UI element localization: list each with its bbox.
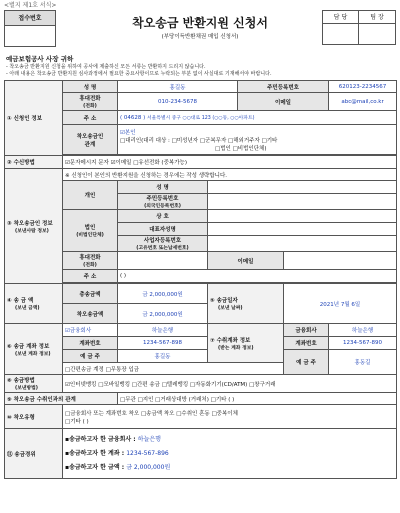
total-amount[interactable]: 금 2,000,000원 — [118, 284, 208, 304]
applicant-email-label: 이메일 — [238, 93, 329, 111]
sending-bank-check[interactable]: ☑금융회사 — [63, 324, 118, 337]
section-sender-sub: (보낸사람 정보) — [15, 228, 49, 234]
sending-acct-label: 계좌번호 — [63, 337, 118, 350]
mistake-amount[interactable]: 금 2,000,000원 — [118, 304, 208, 324]
applicant-rel-options[interactable] — [118, 125, 397, 155]
sender-corp-cell — [63, 210, 118, 252]
process-bank[interactable]: 하늘은행 — [137, 435, 161, 443]
sender-phone-label-cell — [63, 252, 118, 270]
applicant-phone-sub: (전화) — [83, 104, 97, 109]
process-line-amount — [65, 461, 394, 475]
section-method-cell — [5, 375, 63, 393]
sending-bank[interactable]: 하늘은행 — [118, 324, 208, 337]
applicant-phone-label-cell — [63, 93, 118, 111]
applicant-addr-cell[interactable] — [118, 111, 397, 125]
receive-options[interactable]: ☑문자메시지 문자 ☑이메일 □유선전화 (중복가능) — [63, 156, 397, 169]
relation-options[interactable]: □무관 □지인 □거래상대방 (거래처) □기타 ( ) — [118, 393, 397, 405]
applicant-zip: ( 04628 ) — [120, 115, 146, 121]
sender-ceo-label: 대표자성명 — [118, 223, 208, 236]
notice-line-1: - 착오송금 반환지원 신청을 위하여 공사에 제출하신 모든 서류는 반환하지 드리지 않습니다. — [6, 64, 206, 70]
send-date[interactable]: 2021년 7월 6일 — [284, 284, 397, 324]
applicant-rel-label-cell — [63, 125, 118, 155]
section-date: ⑤ 송금일자 — [210, 298, 238, 304]
form-subtitle: (부당이득반환채권 매입 신청서) — [161, 34, 239, 40]
sender-ceo-field[interactable] — [208, 223, 397, 236]
section-applicant: ① 신청인 정보 — [5, 81, 63, 156]
notice-line-2: - 아래 내용은 착오송금 반환지원 심사과정에서 필요한 중요사항이므로 누락되는 부분 없이 사실대로 기재해서야 바랍니다. — [6, 71, 272, 77]
section-sending: ⑥ 송금 계좌 정보 — [7, 343, 50, 350]
process-acct-label: ▪송금하고자 한 계좌 : — [65, 449, 127, 457]
sender-biz-field[interactable] — [208, 236, 397, 252]
section-process: ⑪ 송금경위 — [5, 429, 63, 479]
process-amount[interactable]: 금 2,000,000원 — [126, 463, 171, 471]
sender-personal: 개인 — [63, 181, 118, 210]
application-form-table — [4, 80, 397, 479]
section-amount: ④ 송 금 액 — [7, 298, 34, 304]
sending-acct[interactable]: 1234-567-898 — [118, 337, 208, 350]
applicant-rel-label2: 관계 — [84, 141, 96, 148]
sending-holder-label: 예 금 주 — [63, 350, 118, 363]
approval-staff-label: 담 당 — [323, 11, 359, 24]
applicant-rrn-label: 주민등록번호 — [238, 81, 329, 93]
sending-holder[interactable]: 홍길동 — [118, 350, 208, 363]
applicant-phone[interactable]: 010-234-5678 — [118, 93, 238, 111]
addressee: 예금보험공사 사장 귀하 — [6, 55, 74, 63]
rel-option-corp[interactable]: □법인 □비법인단체) — [215, 145, 267, 152]
receiving-bank-label: 금융회사 — [284, 324, 329, 337]
section-relation: ⑨ 착오송금 수취인과의 관계 — [5, 393, 118, 405]
rel-option-agent[interactable]: □대리인(대리 대상 : □미성년자 □군복무자 □해외거주자 □기타 — [120, 137, 278, 144]
sender-name-field[interactable] — [208, 181, 397, 194]
sender-email-field[interactable] — [284, 252, 397, 270]
section-receiving-cell — [208, 324, 284, 363]
process-content[interactable] — [63, 429, 397, 479]
sender-phone-field[interactable] — [118, 252, 208, 270]
section-type: ⑩ 착오유형 — [5, 405, 63, 429]
type-options-line2[interactable]: □기타 ( ) — [65, 418, 89, 425]
section-date-sub: (보낸 날짜) — [218, 306, 243, 311]
sender-corp-sub: (비법인단체) — [76, 233, 104, 238]
section-sending-sub: (보낸 계좌 정보) — [15, 351, 51, 357]
receiving-holder[interactable]: 홍동길 — [329, 350, 397, 375]
section-receive: ② 수신방법 — [5, 156, 63, 169]
sender-email-label: 이메일 — [208, 252, 284, 270]
section-sender-cell — [5, 169, 63, 284]
section-method: ⑧ 송금방법 — [7, 378, 35, 384]
total-amount-label: 총송금액 — [63, 284, 118, 304]
form-title: 착오송금 반환지원 신청서 — [132, 16, 268, 30]
section-date-cell — [208, 284, 284, 324]
sender-biz-sub: (고유번호 또는납세번호) — [136, 246, 189, 251]
section-amount-cell — [5, 284, 63, 324]
process-line-acct — [65, 447, 394, 461]
section-amount-sub: (보낸 금액) — [15, 306, 40, 311]
process-line-bank — [65, 433, 394, 447]
method-options[interactable]: ☑인터넷뱅킹 □모바일뱅킹 □간편 송금 □텔레뱅킹 □자동화기기(CD/ATM) □창구거래 — [63, 375, 397, 393]
mistake-amount-label: 착오송금액 — [63, 304, 118, 324]
sender-trade-label: 상 호 — [118, 210, 208, 223]
sending-extra-options[interactable]: □간편송금 계정 □무통장 입금 — [63, 363, 284, 375]
approval-staff-sign[interactable] — [323, 24, 359, 44]
sender-notice: ※ 신청인이 본인의 반환지원을 신청하는 경우에는 작성 생략합니다. — [63, 169, 397, 181]
sender-biz-label: 사업자등록번호 — [143, 238, 182, 244]
sender-name-label: 성 명 — [118, 181, 208, 194]
sender-corp: 법인 — [84, 225, 96, 231]
applicant-email[interactable]: abc@mail,co.kr — [329, 93, 397, 111]
applicant-rrn[interactable]: 620123-2234567 — [329, 81, 397, 93]
process-acct[interactable]: 1234-567-896 — [126, 449, 169, 457]
receipt-label: 접수번호 — [5, 11, 55, 26]
sender-phone-label: 휴대전화 — [79, 255, 101, 261]
section-sender: ③ 착오송금인 정보 — [7, 220, 53, 227]
sender-addr-field[interactable]: ( ) — [118, 270, 397, 283]
sender-trade-field[interactable] — [208, 210, 397, 223]
sender-rrn-label-cell — [118, 194, 208, 210]
applicant-name[interactable]: 홍길동 — [118, 81, 238, 93]
receiving-holder-label: 예 금 주 — [284, 350, 329, 375]
receiving-bank[interactable]: 하늘은행 — [329, 324, 397, 337]
applicant-addr: 서울특별시 중구 ○○대로 123 (○○동, ○○아파트) — [147, 116, 255, 121]
applicant-phone-label: 휴대전화 — [79, 96, 101, 102]
sender-rrn-label: 주민등록번호 — [146, 196, 179, 202]
receiving-acct[interactable]: 1234-567-890 — [329, 337, 397, 350]
applicant-name-label: 성 명 — [63, 81, 118, 93]
approval-leader-sign[interactable] — [359, 24, 395, 44]
form-number: <별지 제1호 서식> — [4, 2, 57, 9]
type-options-line1[interactable]: □금융회사 또는 계좌번호 착오 □송금액 착오 □수취인 혼동 □중복이체 — [65, 410, 238, 417]
section-sending-cell — [5, 324, 63, 375]
sender-rrn-field[interactable] — [208, 194, 397, 210]
applicant-rel-label: 착오송금인 — [76, 133, 104, 140]
sender-addr-label: 주 소 — [63, 270, 118, 283]
rel-option-self[interactable]: ☑본인 — [120, 129, 136, 136]
section-receiving-sub: (받는 계좌 정보) — [218, 345, 254, 351]
section-receiving: ⑦ 수취계좌 정보 — [210, 337, 251, 344]
process-bank-label: ▪송금하고자 한 금융회사 : — [65, 435, 138, 443]
sender-phone-sub: (전화) — [83, 263, 97, 268]
sender-biz-label-cell — [118, 236, 208, 252]
sender-rrn-sub: (외국인등록번호) — [144, 204, 181, 209]
approval-leader-label: 팀 장 — [359, 11, 395, 24]
approval-box — [322, 10, 396, 45]
receiving-acct-label: 계좌번호 — [284, 337, 329, 350]
section-method-sub: (보낸방법) — [15, 386, 38, 391]
process-amount-label: ▪송금하고자 한 금액 : — [65, 463, 127, 471]
type-options[interactable] — [63, 405, 397, 429]
applicant-addr-label: 주 소 — [63, 111, 118, 125]
